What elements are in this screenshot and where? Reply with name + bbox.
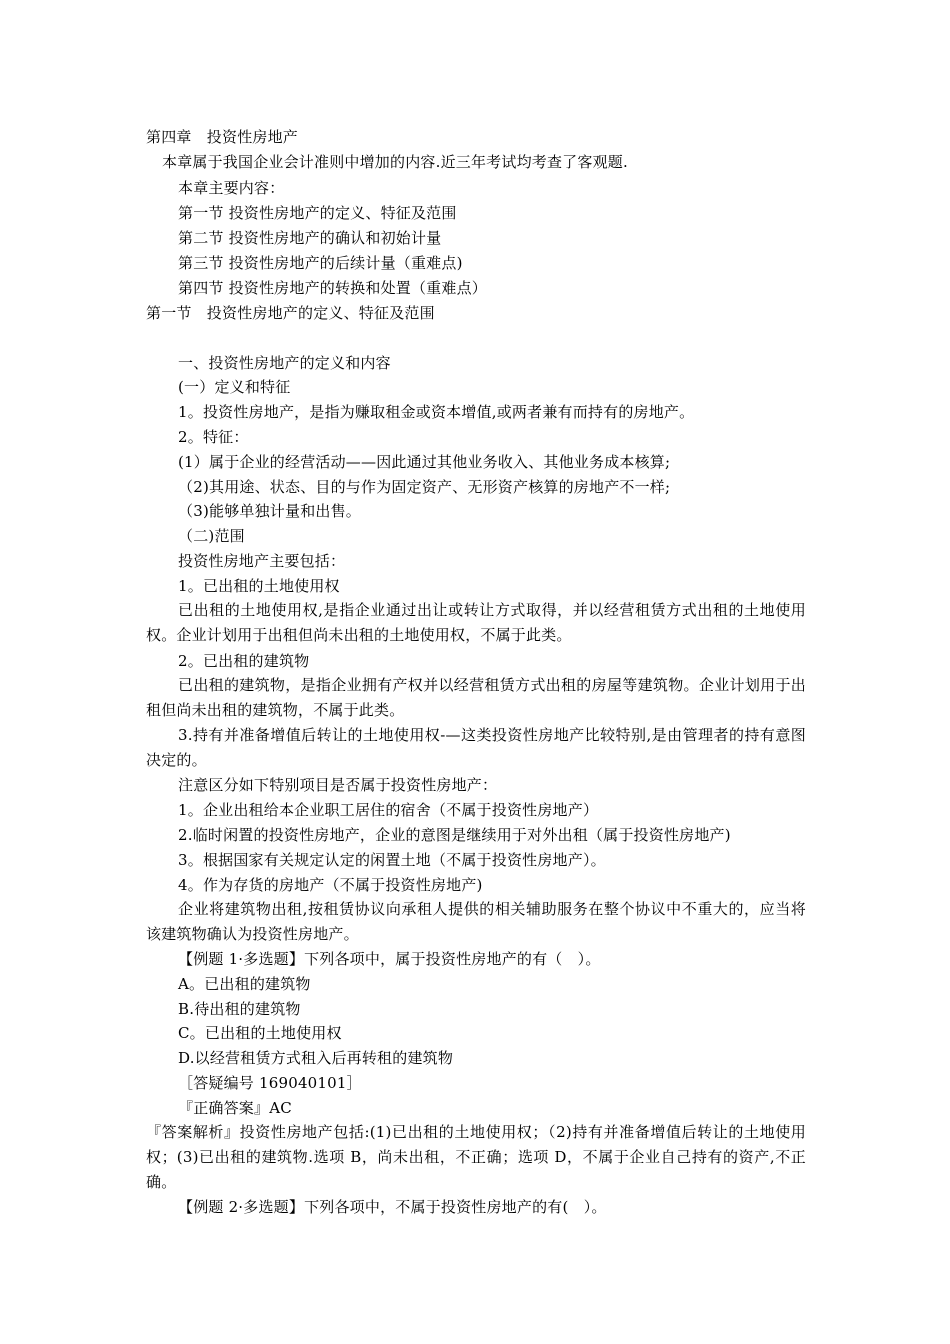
toc-item: 第二节 投资性房地产的确认和初始计量	[178, 229, 442, 247]
notice-item: 4。作为存货的房地产（不属于投资性房地产)	[178, 876, 483, 894]
question-id: ［答疑编号 169040101］	[178, 1074, 362, 1092]
notice-item: 2.临时闲置的投资性房地产，企业的意图是继续用于对外出租（属于投资性房地产)	[178, 826, 731, 844]
scope-item-title: 1。已出租的土地使用权	[178, 577, 340, 595]
example-question: 【例题 2·多选题】下列各项中，不属于投资性房地产的有( ）。	[178, 1198, 607, 1216]
scope-intro: 投资性房地产主要包括：	[178, 552, 346, 570]
chapter-intro: 本章属于我国企业会计准则中增加的内容.近三年考试均考查了客观题.	[162, 153, 628, 171]
subsection-title: （二)范围	[178, 527, 245, 545]
notice-item: 1。企业出租给本企业职工居住的宿舍（不属于投资性房地产）	[178, 801, 599, 819]
scope-item-title: 2。已出租的建筑物	[178, 652, 310, 670]
feature-item: （2)其用途、状态、目的与作为固定资产、无形资产核算的房地产不一样;	[178, 478, 671, 496]
example-option: A。已出租的建筑物	[178, 975, 311, 993]
toc-item: 第四节 投资性房地产的转换和处置（重难点）	[178, 279, 487, 297]
toc-item: 第三节 投资性房地产的后续计量（重难点)	[178, 254, 463, 272]
scope-item-text: 已出租的建筑物，是指企业拥有产权并以经营租赁方式出租的房屋等建筑物。企业计划用于出租但尚未出租的建筑物，不属于此类。	[146, 676, 806, 719]
lease-note: 企业将建筑物出租,按租赁协议向承租人提供的相关辅助服务在整个协议中不重大的，应当将该建筑物确认为投资性房地产。	[146, 900, 806, 943]
subsection-title: (一）定义和特征	[178, 378, 291, 396]
toc-heading: 本章主要内容：	[178, 179, 285, 197]
example-option: B.待出租的建筑物	[178, 1000, 301, 1018]
example-option: D.以经营租赁方式租入后再转租的建筑物	[178, 1049, 454, 1067]
answer-analysis: 『答案解析』投资性房地产包括:(1)已出租的土地使用权；（2)持有并准备增值后转让的土地使用权；(3)已出租的建筑物.选项 B，尚未出租，不正确；选项 D，不属于企业自己持有的资产,不正确。	[146, 1123, 806, 1191]
part-title: 一、投资性房地产的定义和内容	[178, 354, 391, 372]
example-option: C。已出租的土地使用权	[178, 1024, 342, 1042]
scope-item-text: 已出租的土地使用权,是指企业通过出让或转让方式取得，并以经营租赁方式出租的土地使用权。企业计划用于出租但尚未出租的土地使用权，不属于此类。	[146, 601, 806, 644]
feature-item: (1）属于企业的经营活动——因此通过其他业务收入、其他业务成本核算;	[178, 453, 671, 471]
section-title: 第一节 投资性房地产的定义、特征及范围	[146, 304, 435, 322]
definition: 1。投资性房地产，是指为赚取租金或资本增值,或两者兼有而持有的房地产。	[178, 403, 695, 421]
scope-item-text: 3.持有并准备增值后转让的土地使用权-—这类投资性房地产比较特别,是由管理者的持有意图决定的。	[146, 726, 806, 769]
toc-item: 第一节 投资性房地产的定义、特征及范围	[178, 204, 457, 222]
feature-item: （3)能够单独计量和出售。	[178, 502, 361, 520]
correct-answer: 『正确答案』AC	[178, 1099, 292, 1117]
feature-heading: 2。特征：	[178, 428, 249, 446]
notice-item: 3。根据国家有关规定认定的闲置土地（不属于投资性房地产）。	[178, 851, 606, 869]
notice-heading: 注意区分如下特别项目是否属于投资性房地产：	[178, 776, 498, 794]
chapter-title: 第四章 投资性房地产	[146, 128, 299, 146]
example-question: 【例题 1·多选题】下列各项中，属于投资性房地产的有（ ）。	[178, 950, 601, 968]
